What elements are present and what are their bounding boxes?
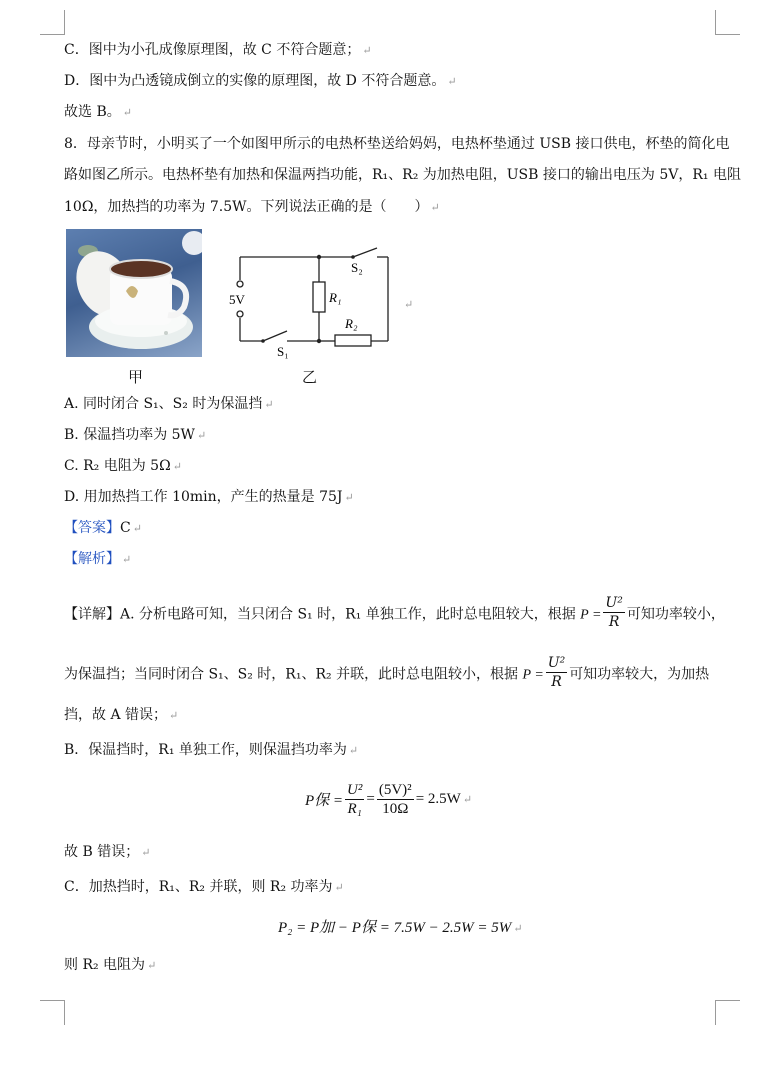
detail-text-5: 故 B 错误；	[64, 844, 140, 860]
option-a	[64, 394, 274, 415]
detail-line-2	[64, 656, 709, 693]
equation-r2-power	[278, 916, 523, 937]
paragraph-mark-icon: ↵	[169, 709, 179, 722]
analysis-tag: 【解析】	[64, 551, 120, 567]
eq1-fraction-2	[377, 781, 414, 818]
switch-s1-label: S₁	[277, 344, 289, 359]
answer-line	[64, 518, 142, 539]
option-c-text: C. R₂ 电阻为 5Ω	[64, 458, 171, 474]
paragraph-mark-icon: ↵	[348, 744, 359, 757]
paragraph-mark-icon: ↵	[122, 106, 132, 119]
paragraph-mark-icon: ↵	[462, 794, 473, 806]
page-corner-top-left	[40, 10, 65, 35]
formula-denominator: R	[551, 674, 562, 690]
voltage-label: 5V	[229, 292, 245, 307]
eq1-numerator-2: (5V)²	[378, 782, 412, 798]
eq1-lhs: P保 =	[305, 793, 344, 809]
detail-line-5	[64, 842, 150, 863]
detail-tag: 【详解】	[64, 606, 120, 623]
eq1-denominator-2: 10Ω	[382, 801, 409, 817]
paragraph-mark-icon: ↵	[264, 398, 274, 411]
page-corner-bottom-right	[715, 1000, 740, 1025]
formula-numerator: U²	[547, 655, 566, 671]
text-line	[64, 102, 132, 123]
paragraph-mark-icon: ↵	[172, 460, 182, 473]
paragraph-mark-icon: ↵	[196, 429, 207, 442]
text-line	[64, 71, 457, 92]
line-text: D．图中为凸透镜成倒立的实像的原理图，故 D 不符合题意。	[64, 73, 446, 89]
option-a-text: A. 同时闭合 S₁、S₂ 时为保温挡	[64, 396, 263, 412]
option-b	[64, 425, 206, 446]
figure-caption-b: 乙	[302, 368, 318, 386]
cup-warmer-illustration	[66, 229, 202, 357]
question-8-line-3	[64, 197, 440, 218]
detail-line-7	[64, 955, 156, 976]
line-text: 8．母亲节时，小明买了一个如图甲所示的电热杯垫送给妈妈，电热杯垫通过 USB 接口供电，杯垫的简化电	[64, 136, 730, 152]
line-text: C．图中为小孔成像原理图，故 C 不符合题意；	[64, 42, 361, 58]
detail-text-2a: 为保温挡；当同时闭合 S₁、S₂ 时，R₁、R₂ 并联，此时总电阻较小，根据	[64, 666, 519, 683]
paragraph-mark-icon: ↵	[404, 298, 414, 311]
question-8-line-1	[64, 134, 729, 154]
paragraph-mark-icon: ↵	[141, 846, 151, 859]
power-formula-lhs: P =	[522, 667, 544, 683]
cup-warmer-photo	[66, 229, 202, 357]
detail-text-7: 则 R₂ 电阻为	[64, 957, 146, 973]
detail-line-3	[64, 705, 178, 726]
power-formula-fraction	[603, 594, 624, 631]
detail-text-4: B．保温挡时，R₁ 单独工作，则保温挡功率为	[64, 742, 347, 758]
page-corner-bottom-left	[40, 1000, 65, 1025]
option-c	[64, 456, 182, 477]
paragraph-mark-icon: ↵	[513, 923, 523, 935]
paragraph-mark-icon: ↵	[447, 75, 457, 88]
line-text: 10Ω，加热挡的功率为 7.5W。下列说法正确的是（ ）	[64, 199, 429, 215]
detail-text-3: 挡，故 A 错误；	[64, 707, 168, 723]
detail-text-2b: 可知功率较大，为加热	[569, 666, 710, 683]
eq1-fraction-1	[345, 781, 364, 818]
line-text: 故选 B。	[64, 104, 121, 120]
circuit-diagram	[225, 238, 415, 363]
switch-s2-label: S₂	[351, 260, 363, 275]
eq2-text: P₂ = P加 − P保 = 7.5W − 2.5W = 5W	[278, 920, 512, 936]
figure-caption-a: 甲	[128, 368, 144, 386]
paragraph-mark-icon: ↵	[430, 201, 440, 214]
page-corner-top-right	[715, 10, 740, 35]
formula-denominator: R	[608, 614, 620, 630]
detail-line-1	[64, 596, 725, 633]
eq1-denominator-1: R₁	[347, 801, 362, 817]
line-text: 路如图乙所示。电热杯垫有加热和保温两挡功能，R₁、R₂ 为加热电阻，USB 接口的输出电压为 5V，R₁ 电阻	[64, 167, 741, 183]
option-d-text: D. 用加热挡工作 10min，产生的热量是 75J	[64, 489, 343, 505]
paragraph-mark-icon: ↵	[147, 959, 157, 972]
equation-keep-warm-power: P保 = $\frac{\text{U²}}{\text{R₁}}$ = $\frac{\text{(5V)²}}{10\Omega}$ = 2.5W ↵	[305, 782, 473, 817]
detail-line-6	[64, 877, 344, 898]
text-line	[64, 40, 372, 61]
power-formula-lhs: P =	[580, 607, 602, 623]
paragraph-mark-icon: ↵	[362, 44, 372, 57]
formula-numerator: U²	[605, 595, 623, 611]
answer-value: C	[120, 520, 131, 536]
option-d	[64, 487, 354, 508]
resistor-r1-label: R₁	[329, 290, 342, 305]
question-8-line-2	[64, 165, 741, 185]
eq1-numerator-1: U²	[347, 782, 363, 798]
paragraph-mark-icon: ↵	[334, 881, 344, 894]
detail-text-1a: A. 分析电路可知，当只闭合 S₁ 时，R₁ 单独工作，此时总电阻较大，根据	[120, 606, 576, 623]
paragraph-mark-icon: ↵	[344, 491, 354, 504]
analysis-line	[64, 549, 131, 570]
paragraph-mark-icon: ↵	[132, 522, 142, 535]
detail-text-6: C．加热挡时，R₁、R₂ 并联，则 R₂ 功率为	[64, 879, 333, 895]
detail-text-1b: 可知功率较小，	[626, 606, 725, 623]
resistor-r2-label: R₂	[345, 316, 358, 331]
eq1-result: = 2.5W	[415, 791, 461, 807]
power-formula-fraction	[546, 654, 567, 691]
detail-line-4	[64, 740, 358, 761]
paragraph-mark-icon: ↵	[122, 553, 132, 566]
option-b-text: B. 保温挡功率为 5W	[64, 427, 195, 443]
answer-tag: 【答案】	[64, 520, 120, 536]
